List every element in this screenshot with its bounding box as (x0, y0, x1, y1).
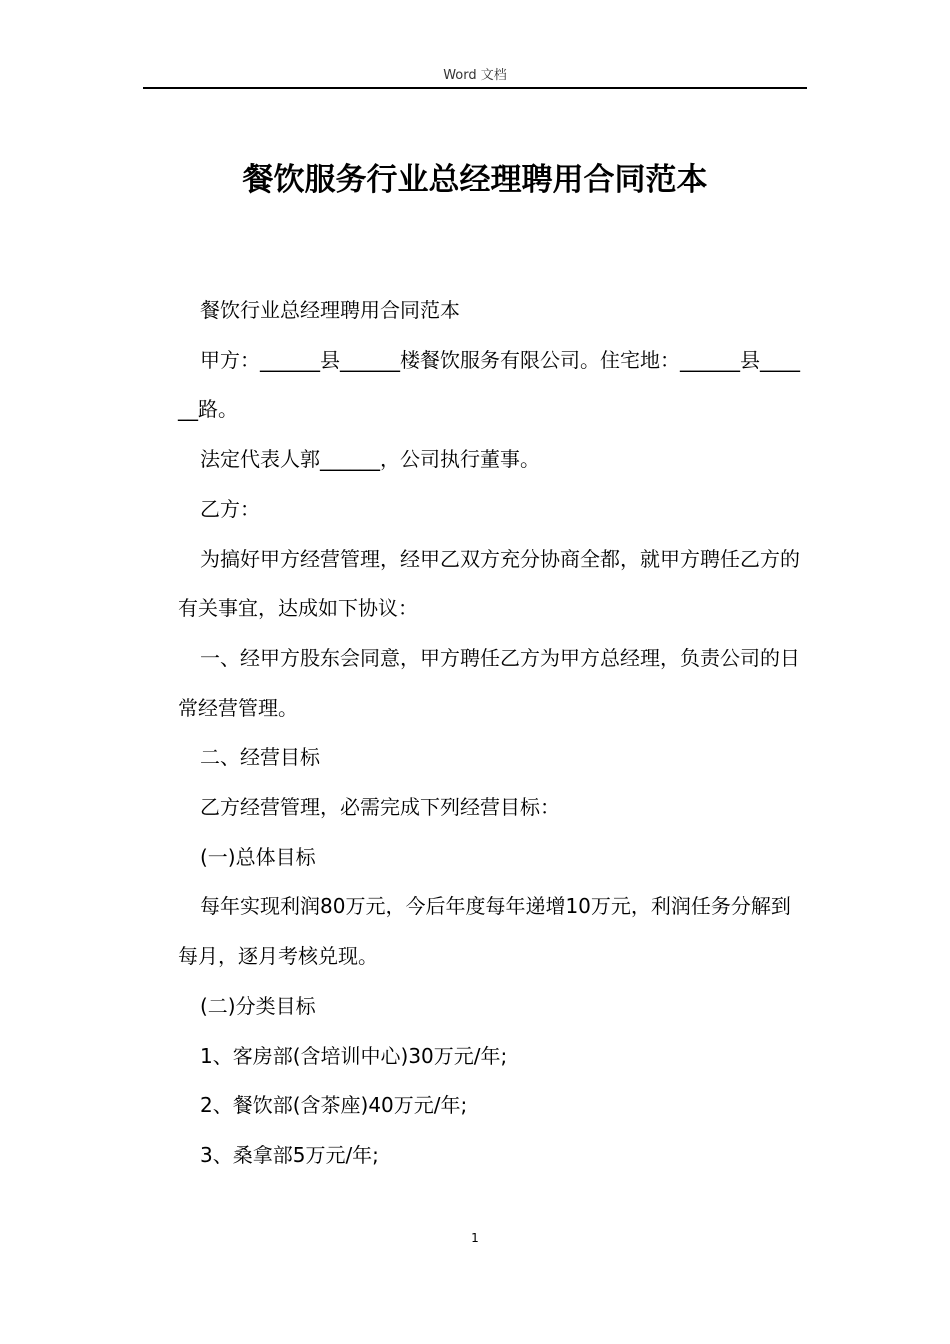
document-title: 餐饮服务行业总经理聘用合同范本 (242, 162, 708, 198)
paragraph: 乙方经营管理，必需完成下列经营目标： (200, 795, 560, 820)
document-body (178, 286, 802, 1181)
paragraph: (二)分类目标 (200, 993, 316, 1018)
paragraph: 3、桑拿部5万元/年; (200, 1142, 379, 1167)
page-number: 1 (471, 1231, 479, 1245)
paragraph: (一)总体目标 (200, 844, 316, 869)
paragraph: 2、餐饮部(含茶座)40万元/年; (200, 1093, 468, 1118)
paragraph: 1、客房部(含培训中心)30万元/年; (200, 1043, 508, 1068)
paragraph: 餐饮行业总经理聘用合同范本 (200, 298, 460, 322)
paragraph: 甲方：______县______楼餐饮服务有限公司。住宅地：______县______路。 (178, 347, 800, 422)
paragraph: 每年实现利润80万元，今后年度每年递增10万元，利润任务分解到每月，逐月考核兑现。 (178, 894, 791, 969)
header-divider (143, 87, 807, 89)
paragraph: 乙方： (200, 496, 260, 521)
paragraph: 法定代表人郭______，公司执行董事。 (200, 447, 540, 472)
paragraph: 一、经甲方股东会同意，甲方聘任乙方为甲方总经理，负责公司的日常经营管理。 (178, 645, 800, 720)
paragraph: 二、经营目标 (200, 745, 320, 770)
paragraph: 为搞好甲方经营管理，经甲乙双方充分协商全都，就甲方聘任乙方的有关事宜，达成如下协议： (178, 546, 800, 621)
page-header: Word 文档 (443, 68, 507, 83)
